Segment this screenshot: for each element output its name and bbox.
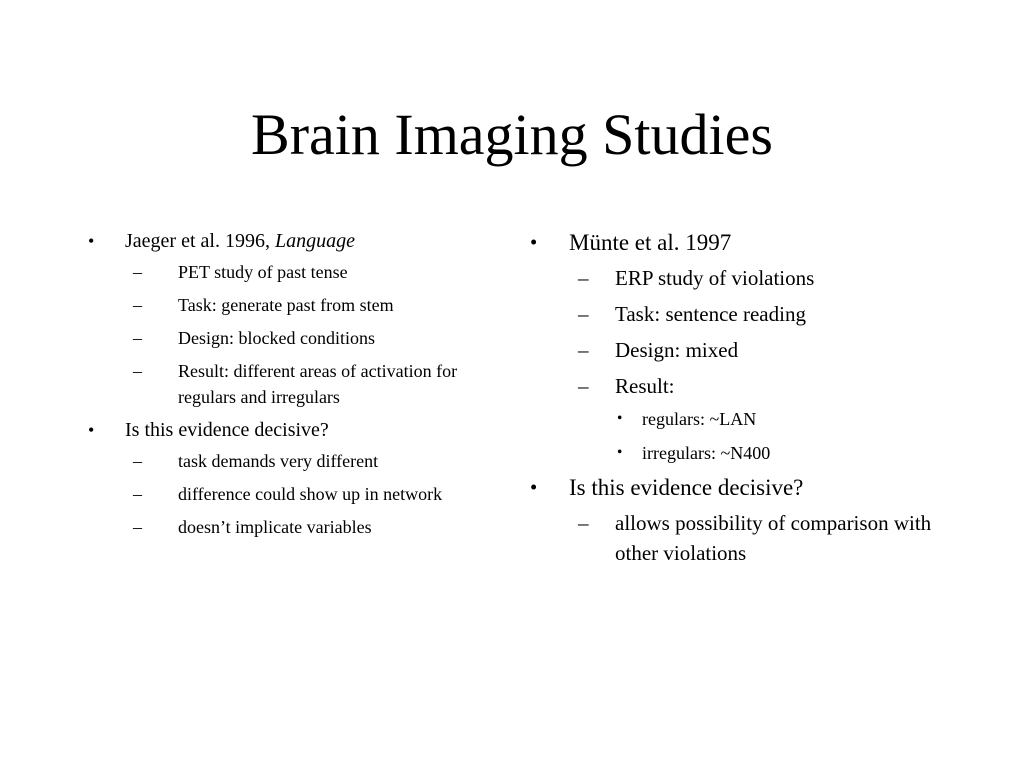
left-bullet-jaeger <box>88 228 508 410</box>
sub-bullet <box>578 371 970 467</box>
sub-sub-bullet-text: irregulars: ~N400 <box>642 443 771 463</box>
sub-bullet-list <box>133 448 508 540</box>
sub-bullet-list <box>578 263 970 467</box>
bullet-marker: • <box>617 410 623 427</box>
sub-bullet-text: task demands very different <box>178 451 379 471</box>
dash-marker: – <box>133 517 142 537</box>
sub-bullet <box>133 514 508 540</box>
bullet-marker: • <box>617 444 623 461</box>
dash-marker: – <box>578 338 589 362</box>
right-bullet-decisive <box>530 473 970 568</box>
sub-bullet-text: Design: blocked conditions <box>178 328 375 348</box>
sub-bullet-text: Result: <box>615 374 675 398</box>
sub-bullet <box>578 299 970 329</box>
dash-marker: – <box>133 361 142 381</box>
dash-marker: – <box>133 484 142 504</box>
dash-marker: – <box>133 451 142 471</box>
sub-bullet <box>133 448 508 474</box>
sub-sub-bullet <box>617 439 970 467</box>
bullet-marker: • <box>530 477 538 499</box>
slide-title: Brain Imaging Studies <box>251 102 773 167</box>
sub-bullet-text: difference could show up in network <box>178 484 443 504</box>
sub-sub-bullet-list <box>617 405 970 467</box>
sub-bullet <box>133 481 508 507</box>
sub-bullet-text: doesn’t implicate variables <box>178 517 372 537</box>
right-bullet-munte <box>530 228 970 467</box>
bullet-text: Jaeger et al. 1996, <box>125 230 275 252</box>
right-column <box>530 228 970 574</box>
sub-bullet-text: Result: different areas of activation for regulars and irregulars <box>178 361 458 407</box>
dash-marker: – <box>133 262 142 282</box>
sub-sub-bullet <box>617 405 970 433</box>
dash-marker: – <box>578 266 589 290</box>
sub-bullet <box>133 358 508 410</box>
dash-marker: – <box>578 374 589 398</box>
left-bullet-list <box>88 228 508 540</box>
left-column <box>88 228 508 547</box>
dash-marker: – <box>578 302 589 326</box>
bullet-marker: • <box>530 232 538 254</box>
sub-bullet-text: PET study of past tense <box>178 262 348 282</box>
sub-bullet-text: Task: sentence reading <box>615 302 806 326</box>
sub-bullet-text: Task: generate past from stem <box>178 295 394 315</box>
bullet-marker: • <box>88 231 95 251</box>
left-bullet-decisive <box>88 417 508 540</box>
sub-sub-bullet-text: regulars: ~LAN <box>642 409 757 429</box>
sub-bullet-list <box>578 508 970 568</box>
dash-marker: – <box>578 511 589 535</box>
sub-bullet <box>133 259 508 285</box>
sub-bullet <box>578 508 970 568</box>
dash-marker: – <box>133 295 142 315</box>
sub-bullet <box>133 325 508 351</box>
dash-marker: – <box>133 328 142 348</box>
bullet-text: Münte et al. 1997 <box>569 230 732 255</box>
bullet-marker: • <box>88 420 95 440</box>
sub-bullet <box>133 292 508 318</box>
sub-bullet <box>578 335 970 365</box>
sub-bullet-text: Design: mixed <box>615 338 739 362</box>
sub-bullet-text: ERP study of violations <box>615 266 815 290</box>
sub-bullet <box>578 263 970 293</box>
sub-bullet-list <box>133 259 508 410</box>
sub-bullet-text: allows possibility of comparison with other violations <box>615 511 932 565</box>
right-bullet-list <box>530 228 970 568</box>
bullet-text: Is this evidence decisive? <box>125 419 329 441</box>
journal-name: Language <box>274 230 355 252</box>
bullet-text: Is this evidence decisive? <box>569 475 804 500</box>
